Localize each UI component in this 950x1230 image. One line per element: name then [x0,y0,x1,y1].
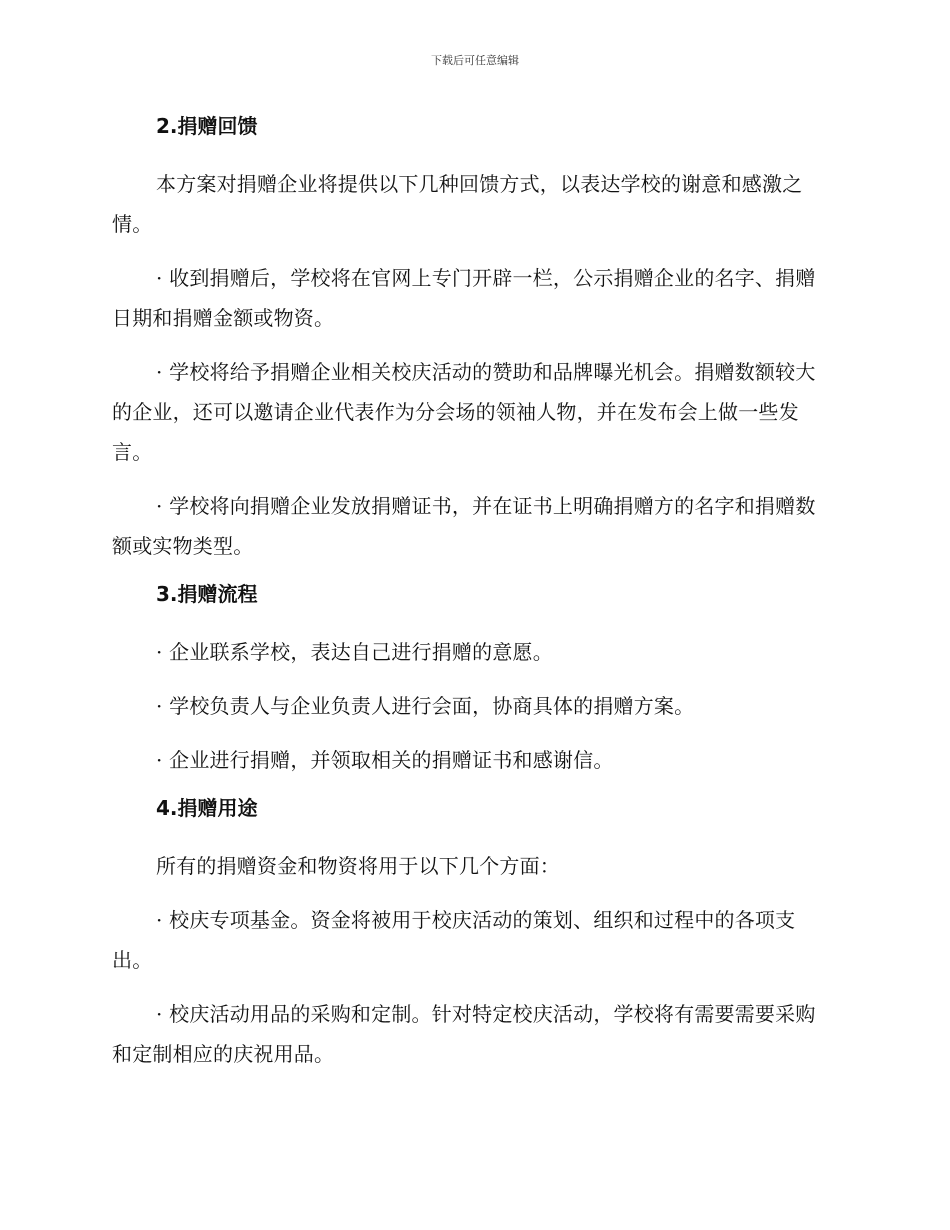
bullet-supplies-purchase: · 校庆活动用品的采购和定制。针对特定校庆活动，学校将有需要需要采购和定制相应的庆祝用品。 [112,1002,816,1066]
paragraph-feedback-intro: 本方案对捐赠企业将提供以下几种回馈方式，以表达学校的谢意和感激之情。 [112,172,803,236]
bullet-contact-school: · 企业联系学校，表达自己进行捐赠的意愿。 [156,640,553,664]
bullet-special-fund: · 校庆专项基金。资金将被用于校庆活动的策划、组织和过程中的各项支出。 [112,908,796,972]
bullet-receive-certificate: · 企业进行捐赠，并领取相关的捐赠证书和感谢信。 [156,748,614,772]
section-heading-feedback: 2.捐赠回馈 [156,114,258,138]
bullet-meeting: · 学校负责人与企业负责人进行会面，协商具体的捐赠方案。 [156,694,695,718]
section-heading-process: 3.捐赠流程 [156,582,258,606]
page-header: 下载后可任意编辑 [431,54,519,67]
bullet-sponsorship-exposure: · 学校将给予捐赠企业相关校庆活动的赞助和品牌曝光机会。捐赠数额较大的企业，还可以邀请企业代表作为分会场的领袖人物，并在发布会上做一些发言。 [112,360,816,464]
bullet-website-announcement: · 收到捐赠后，学校将在官网上专门开辟一栏，公示捐赠企业的名字、捐赠日期和捐赠金额或物资。 [112,266,816,330]
paragraph-usage-intro: 所有的捐赠资金和物资将用于以下几个方面： [156,854,560,878]
section-heading-usage: 4.捐赠用途 [156,796,258,820]
bullet-donation-certificate: · 学校将向捐赠企业发放捐赠证书，并在证书上明确捐赠方的名字和捐赠数额或实物类型。 [112,494,816,558]
document-body [112,112,832,1088]
